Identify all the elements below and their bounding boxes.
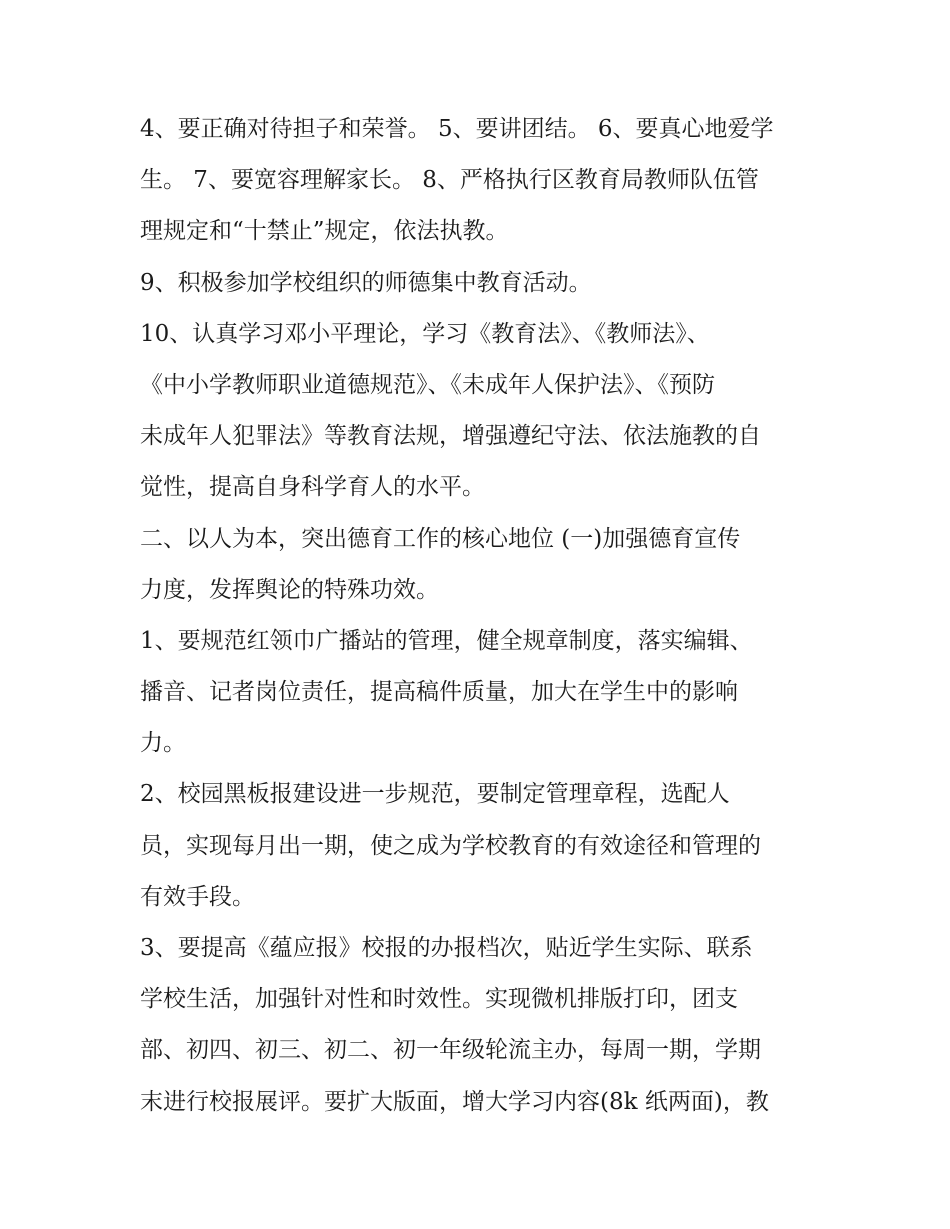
- text-line: 力度，发挥舆论的特殊功效。: [140, 576, 439, 603]
- text-line: 觉性，提高自身科学育人的水平。: [140, 474, 485, 501]
- text-line: 未成年人犯罪法》等教育法规，增强遵纪守法、依法施教的自: [140, 423, 761, 450]
- text-line: 部、初四、初三、初二、初一年级轮流主办，每周一期，学期: [140, 1037, 761, 1064]
- text-line: 末进行校报展评。要扩大版面，增大学习内容(8k 纸两面)，教: [140, 1088, 769, 1115]
- text-line: 10、认真学习邓小平理论，学习《教育法》、《教师法》、: [140, 320, 710, 347]
- text-line: 3、要提高《蕴应报》校报的办报档次，贴近学生实际、联系: [140, 935, 753, 961]
- text-line: 学校生活，加强针对性和时效性。实现微机排版打印，团支: [140, 986, 738, 1013]
- text-line: 生。 7、要宽容理解家长。 8、严格执行区教育局教师队伍管: [140, 167, 759, 194]
- text-line: 播音、记者岗位责任，提高稿件质量，加大在学生中的影响: [140, 679, 738, 706]
- text-line: 有效手段。: [140, 883, 255, 910]
- text-line: 1、要规范红领巾广播站的管理，健全规章制度，落实编辑、: [140, 627, 753, 654]
- text-line: 4、要正确对待担子和荣誉。 5、要讲团结。 6、要真心地爱学: [140, 116, 774, 142]
- text-line: 9、积极参加学校组织的师德集中教育活动。: [140, 269, 592, 296]
- text-line: 力。: [140, 730, 186, 757]
- document-body: [140, 104, 820, 1128]
- section-heading-line: 二、以人为本，突出德育工作的核心地位 (一)加强德育宣传: [140, 525, 741, 552]
- text-line: 理规定和“十禁止”规定，依法执教。: [140, 218, 509, 245]
- text-line: 员，实现每月出一期，使之成为学校教育的有效途径和管理的: [140, 832, 761, 859]
- text-line: 《中小学教师职业道德规范》、《未成年人保护法》、《预防: [140, 371, 715, 398]
- text-line: 2、校园黑板报建设进一步规范，要制定管理章程，选配人: [140, 781, 730, 808]
